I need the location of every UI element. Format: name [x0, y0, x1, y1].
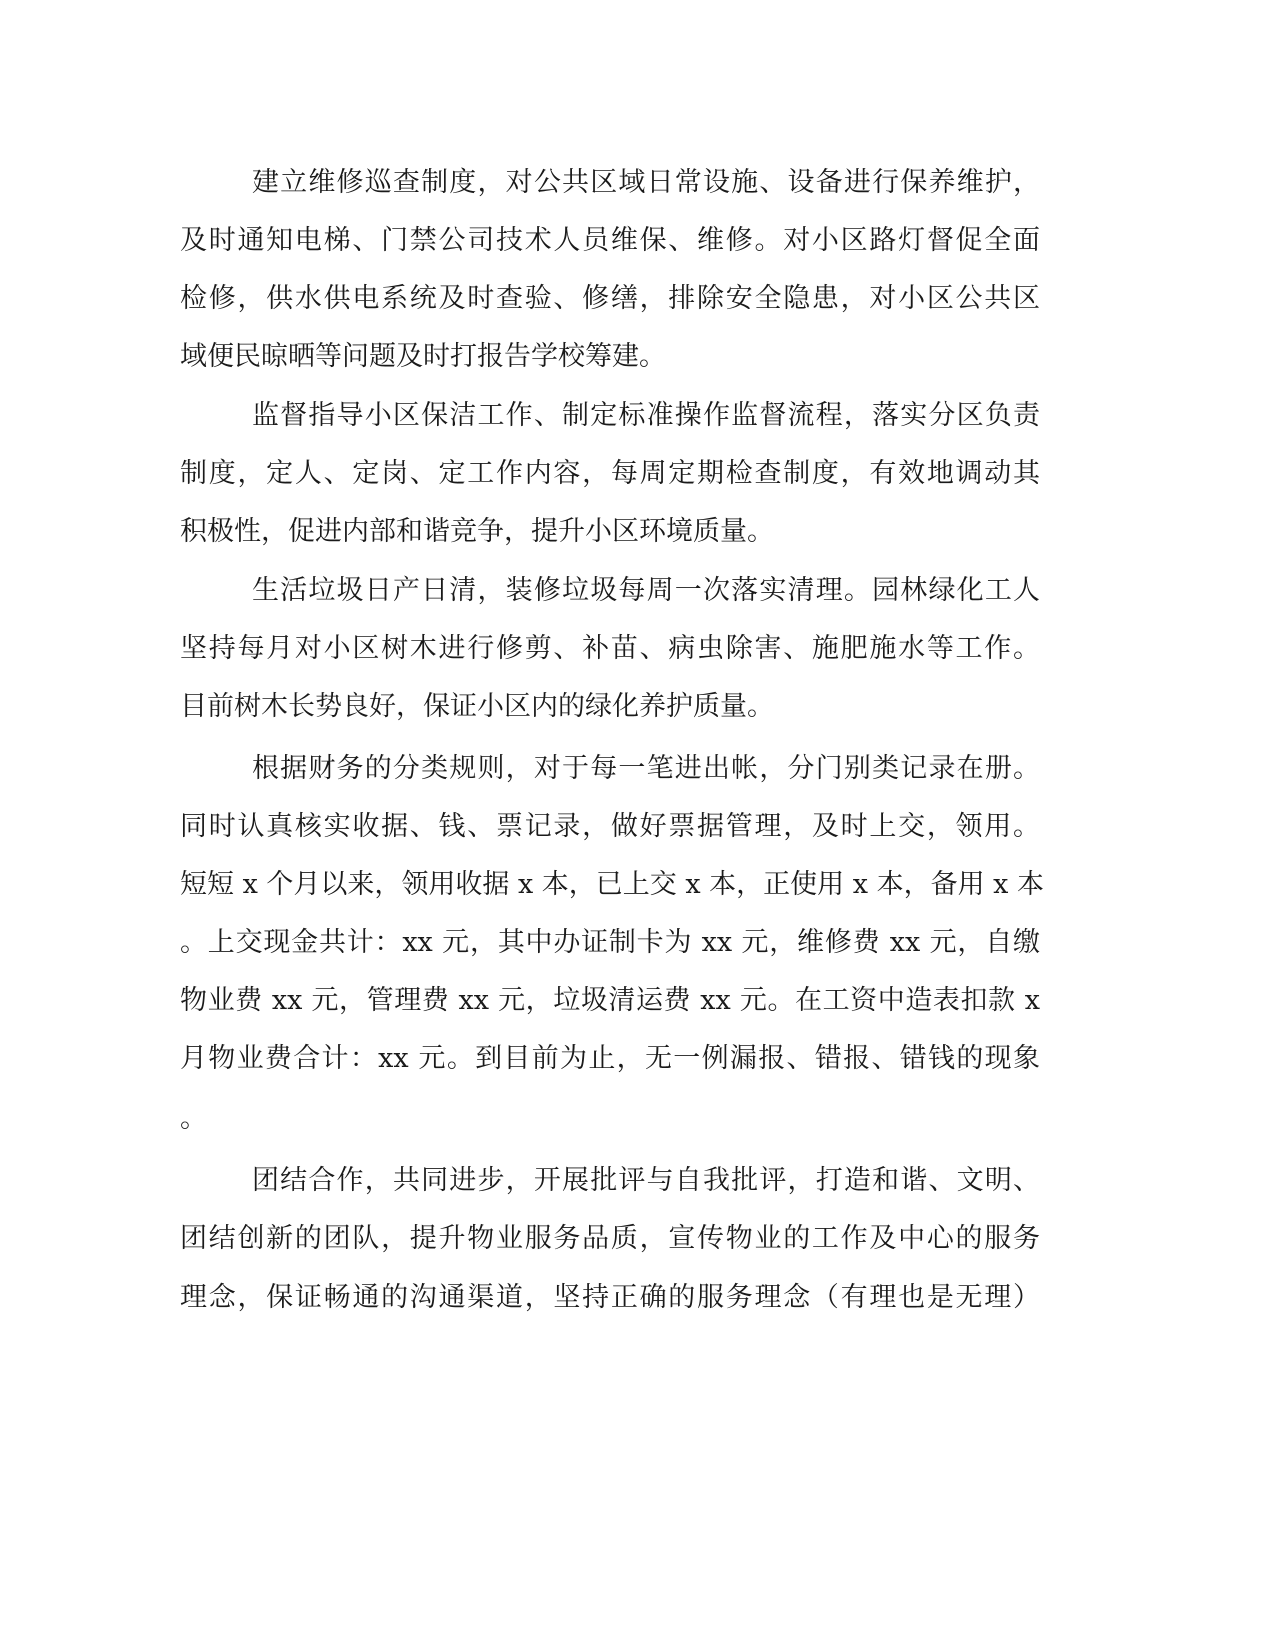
paragraph-3-line-3: 目前树木长势良好，保证小区内的绿化养护质量。 [180, 691, 774, 722]
paragraph-4-line-1: 根据财务的分类规则，对于每一笔进出帐，分门别类记录在册。 [252, 753, 1040, 784]
paragraph-5-line-2: 团结创新的团队，提升物业服务品质，宣传物业的工作及中心的服务 [180, 1223, 1040, 1254]
paragraph-5-line-1: 团结合作，共同进步，开展批评与自我批评，打造和谐、文明、 [252, 1165, 1040, 1196]
paragraph-4-line-5: 物业费 xx 元，管理费 xx 元，垃圾清运费 xx 元。在工资中造表扣款 x [180, 985, 1040, 1016]
paragraph-1-line-2: 及时通知电梯、门禁公司技术人员维保、维修。对小区路灯督促全面 [180, 225, 1040, 256]
paragraph-4-line-6: 月物业费合计：xx 元。到目前为止，无一例漏报、错报、错钱的现象 [180, 1043, 1040, 1074]
paragraph-2-line-3: 积极性，促进内部和谐竞争，提升小区环境质量。 [180, 516, 774, 547]
paragraph-4-line-2: 同时认真核实收据、钱、票记录，做好票据管理，及时上交，领用。 [180, 811, 1040, 842]
paragraph-1-line-4: 域便民晾晒等问题及时打报告学校筹建。 [180, 341, 666, 372]
paragraph-4-line-7: 。 [180, 1103, 207, 1134]
paragraph-1-line-3: 检修，供水供电系统及时查验、修缮，排除安全隐患，对小区公共区 [180, 283, 1040, 314]
paragraph-2-line-1: 监督指导小区保洁工作、制定标准操作监督流程，落实分区负责 [252, 400, 1040, 431]
paragraph-4-line-3: 短短 x 个月以来，领用收据 x 本，已上交 x 本，正使用 x 本，备用 x 本 [180, 869, 1044, 900]
paragraph-1-line-1: 建立维修巡查制度，对公共区域日常设施、设备进行保养维护， [252, 167, 1040, 198]
paragraph-3-line-2: 坚持每月对小区树木进行修剪、补苗、病虫除害、施肥施水等工作。 [180, 633, 1040, 664]
paragraph-2-line-2: 制度，定人、定岗、定工作内容，每周定期检查制度，有效地调动其 [180, 458, 1040, 489]
paragraph-4-line-4: 。上交现金共计：xx 元，其中办证制卡为 xx 元，维修费 xx 元，自缴 [180, 927, 1040, 958]
paragraph-5-line-3: 理念，保证畅通的沟通渠道，坚持正确的服务理念（有理也是无理） [180, 1282, 1040, 1313]
paragraph-3-line-1: 生活垃圾日产日清，装修垃圾每周一次落实清理。园林绿化工人 [252, 575, 1040, 606]
